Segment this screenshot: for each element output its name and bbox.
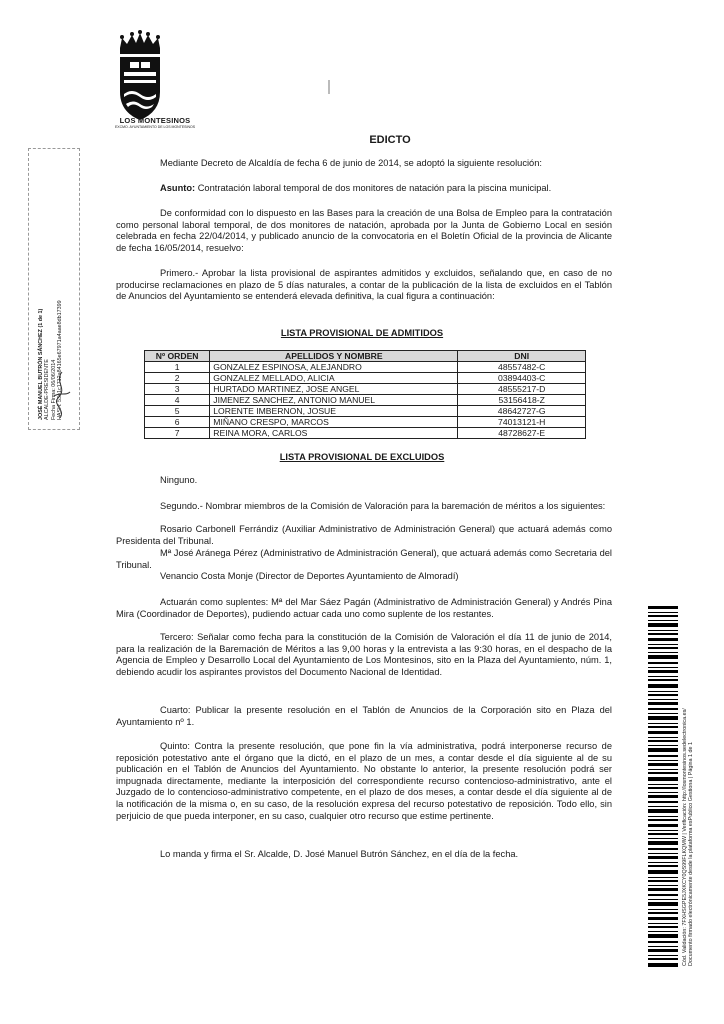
cell-dni: 48642727-G (458, 406, 586, 417)
verification-platform: Documento firmado electrónicamente desde la plataforma esPublico Gestiona | Página 1 de 1 (688, 741, 695, 966)
cell-orden: 7 (145, 428, 210, 439)
brand-subtitle: EXCMO. AYUNTAMIENTO DE LOS MONTESINOS (114, 125, 196, 129)
header-orden: Nº ORDEN (145, 351, 210, 362)
cell-dni: 74013121-H (458, 417, 586, 428)
cell-nombre: REINA MORA, CARLOS (210, 428, 458, 439)
table-row (145, 373, 586, 384)
paragraph-tercero: Tercero: Señalar como fecha para la constitución de la Comisión de Valoración el día 11 de junio de 2014, para la realización de la Baremación de Méritos a las 9,00 horas y la entrevista a las 9:30 horas, en el despacho de la Agencia de Empleo y Desarrollo Local del Ayuntamiento de Los Montesinos, sito en la Plaza del Ayuntamiento, núm. 1, debiendo acudir los aspirantes provistos del Documento Nacional de Identidad. (116, 632, 612, 677)
cell-nombre: MIÑANO CRESPO, MARCOS (210, 417, 458, 428)
cell-orden: 4 (145, 395, 210, 406)
paragraph-quinto: Quinto: Contra la presente resolución, que pone fin la vía administrativa, podrá interponerse recurso de reposición potestativo ante el órgano que la dictó, en el plazo de un mes, a contar desde el día siguiente al de su publicación en el Tablón de Anuncios del Ayuntamiento. No obstante lo anterior, la presente resolución podrá ser impugnada directamente, mediante la interposición del correspondiente recurso contencioso-administrativo, ante el Juzgado de lo contencioso-administrativo competente, en el plazo de dos meses, a contar desde el día siguiente al de la notificación de la misma o, en su caso, de la resolución expresa del recurso potestativo de reposición. Todo ello, sin perjuicio de que pueda interponer, en su caso, cualquier otro recurso que estime pertinente. (116, 741, 612, 821)
verification-code: Cód. Validación: 7FXHSGPE5JXKCY0QS99FLKQMW | Verificación: http://losmontesinos.sedelectronica.es/ (682, 708, 688, 966)
cell-orden: 5 (145, 406, 210, 417)
table-row (145, 395, 586, 406)
header-nombre: APELLIDOS Y NOMBRE (210, 351, 458, 362)
paragraph-bases: De conformidad con lo dispuesto en las Bases para la creación de una Bolsa de Empleo para la contratación como personal laboral temporal, de dos monitores de natación, aprobada por la Junta de Gobierno Local en sesión celebrada en fecha 22/04/2014, y publicado anuncio de la convocatoria en el Boletín Oficial de la provincia de Alicante de fecha 16/05/2014, resuelvo: (116, 208, 612, 253)
ninguno-text: Ninguno. (160, 475, 198, 485)
excluidos-heading: LISTA PROVISIONAL DE EXCLUIDOS (279, 452, 445, 462)
cell-dni: 48555217-D (458, 384, 586, 395)
paragraph-primero: Primero.- Aprobar la lista provisional de aspirantes admitidos y excluidos, señalando que, en caso de no producirse reclamaciones en plazo de 5 días naturales, a contar de la publicación de la lista de excluidos en el Tablón de Anuncios del Ayuntamiento se entenderá elevada definitiva, la cual figura a continuación: (116, 268, 612, 302)
signature-hash: HASH: 53e1c1712a84165e67971a4aae8db17399 (56, 300, 63, 420)
table-row (145, 428, 586, 439)
table-row (145, 406, 586, 417)
table-row (145, 417, 586, 428)
admitidos-table (144, 350, 586, 439)
asunto-text: Contratación laboral temporal de dos monitores de natación para la piscina municipal. (197, 183, 552, 193)
signer-name: JOSÉ MANUEL BUTRÓN SÁNCHEZ (1 de 1) (38, 308, 44, 420)
cell-orden: 6 (145, 417, 210, 428)
paragraph-suplentes: Actuarán como suplentes: Mª del Mar Sáez Pagán (Administrativo de Administración General) y Andrés Pina Mira (Coordinador de Deportes), pudiendo actuar cada uno como suplente de los restantes. (116, 597, 612, 619)
stray-mark (328, 80, 330, 94)
verification-block (682, 606, 695, 966)
header-dni: DNI (458, 351, 586, 362)
table-header-row (145, 351, 586, 362)
cell-nombre: JIMENEZ SANCHEZ, ANTONIO MANUEL (210, 395, 458, 406)
table-row (145, 384, 586, 395)
cell-orden: 1 (145, 362, 210, 373)
admitidos-heading: LISTA PROVISIONAL DE ADMITIDOS (280, 328, 444, 338)
coat-of-arms-logo (100, 30, 180, 130)
cell-orden: 2 (145, 373, 210, 384)
intro-paragraph: Mediante Decreto de Alcaldía de fecha 6 de junio de 2014, se adoptó la siguiente resolución: (160, 158, 542, 168)
cell-nombre: HURTADO MARTINEZ, JOSE ANGEL (210, 384, 458, 395)
brand-name: LOS MONTESINOS (119, 116, 191, 125)
paragraph-firma: Lo manda y firma el Sr. Alcalde, D. José Manuel Butrón Sánchez, en el día de la fecha. (160, 849, 519, 859)
cell-nombre: GONZALEZ MELLADO, ALICIA (210, 373, 458, 384)
signer-role: ALCALDE-PRESIDENTE (44, 359, 51, 420)
cell-dni: 48557482-C (458, 362, 586, 373)
member-2: Mª José Aránega Pérez (Administrativo de Administración General), que actuará además como Secretaria del Tribunal. (116, 548, 612, 570)
member-1: Rosario Carbonell Ferrándiz (Auxiliar Administrativo de Administración General) que actuará además como Presidenta del Tribunal. (116, 524, 612, 546)
cell-dni: 53156418-Z (458, 395, 586, 406)
cell-dni: 48728627-E (458, 428, 586, 439)
paragraph-segundo: Segundo.- Nombrar miembros de la Comisión de Valoración para la baremación de méritos a los siguientes: (160, 501, 606, 511)
member-3: Venancio Costa Monje (Director de Deportes Ayuntamiento de Almoradí) (160, 571, 459, 581)
cell-nombre: GONZALEZ ESPINOSA, ALEJANDRO (210, 362, 458, 373)
paragraph-cuarto: Cuarto: Publicar la presente resolución en el Tablón de Anuncios de la Corporación sito en Plaza del Ayuntamiento nº 1. (116, 705, 612, 727)
cell-dni: 03894403-C (458, 373, 586, 384)
handwritten-signature-icon (48, 370, 76, 420)
asunto-label: Asunto: (160, 183, 196, 193)
barcode-icon (648, 606, 678, 970)
table-row (145, 362, 586, 373)
cell-orden: 3 (145, 384, 210, 395)
cell-nombre: LORENTE IMBERNON, JOSUE (210, 406, 458, 417)
asunto-paragraph (116, 183, 612, 195)
signature-date: Fecha Firma: 06/06/2014 (50, 359, 57, 420)
document-title: EDICTO (369, 134, 411, 146)
